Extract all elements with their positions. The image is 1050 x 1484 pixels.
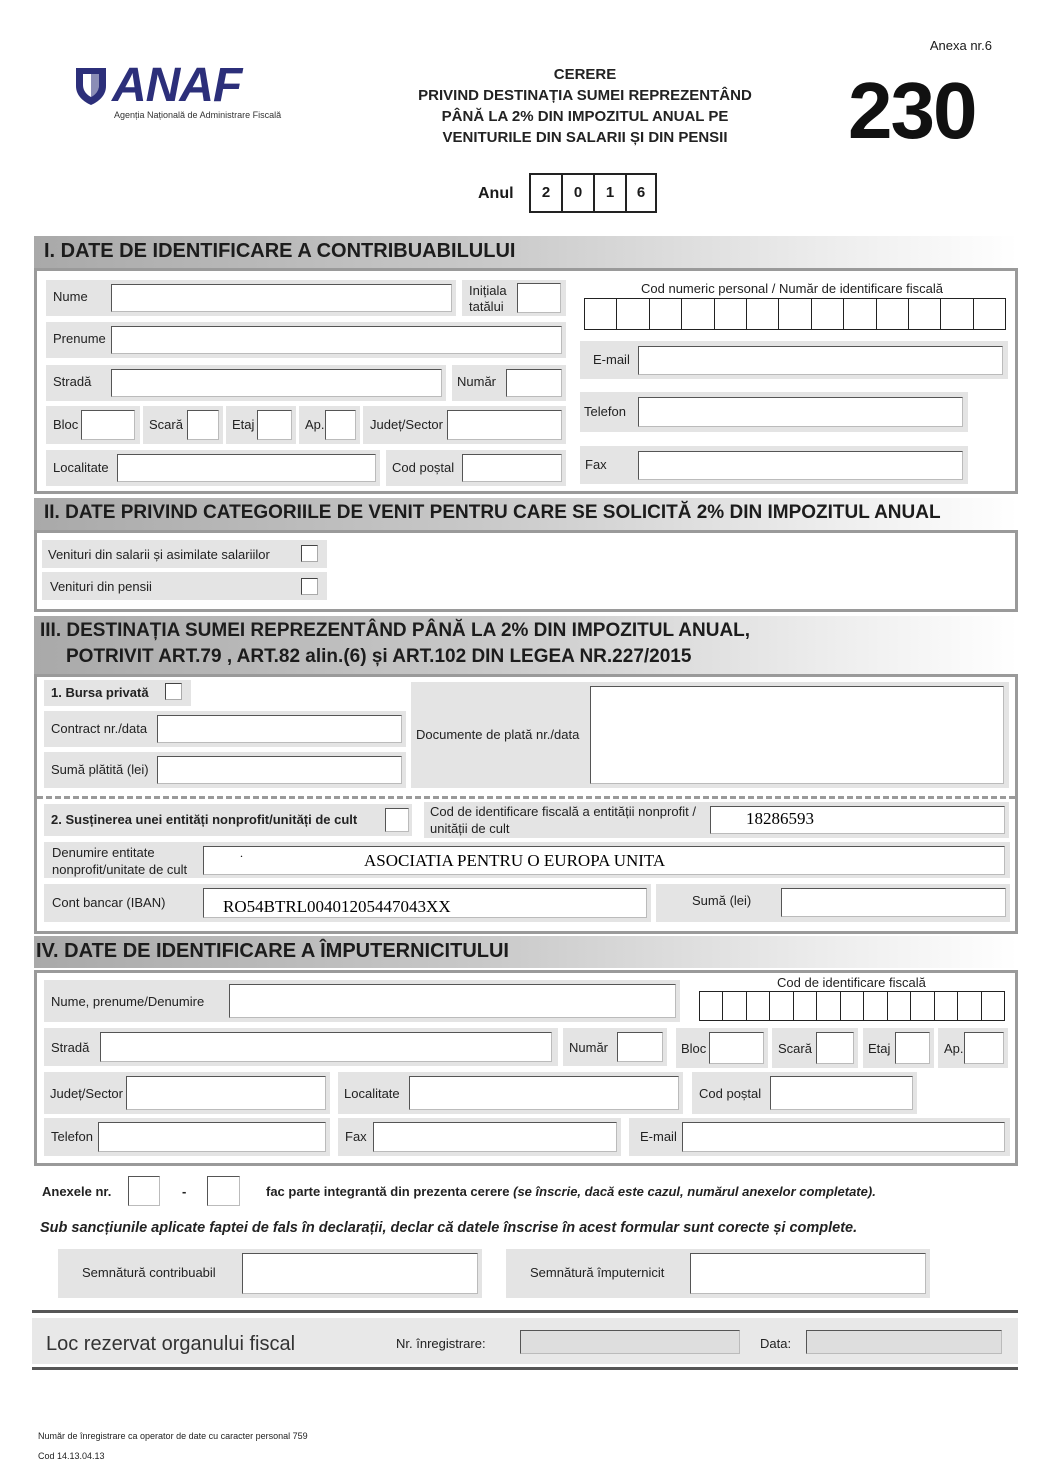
cod-postal-input[interactable] bbox=[462, 454, 562, 482]
title-line-3: PÂNĂ LA 2% DIN IMPOZITUL ANUAL PE bbox=[441, 108, 729, 125]
anexele-text-main: fac parte integrantă din prezenta cerere bbox=[266, 1184, 510, 1199]
fax-input[interactable] bbox=[638, 451, 963, 480]
strada-label: Stradă bbox=[53, 374, 92, 389]
localitate-input[interactable] bbox=[117, 454, 376, 482]
venit-salarii-label: Venituri din salarii și asimilate salariilor bbox=[48, 547, 270, 562]
declaration-statement: Sub sancțiunile aplicate faptei de fals în declarații, declar că datele înscrise în acest formular sunt corecte și complete. bbox=[40, 1220, 858, 1236]
form-title bbox=[390, 64, 780, 148]
imp-strada-input[interactable] bbox=[100, 1032, 552, 1062]
imp-etaj-input[interactable] bbox=[895, 1032, 930, 1064]
initiala-input[interactable] bbox=[517, 283, 561, 313]
cnp-grid[interactable] bbox=[584, 298, 1006, 330]
data-field bbox=[806, 1330, 1002, 1354]
judet-input[interactable] bbox=[447, 410, 562, 440]
semn-imputernicit-label: Semnătură împuternicit bbox=[530, 1265, 665, 1280]
data-label: Data: bbox=[760, 1336, 792, 1351]
imp-ap-label: Ap. bbox=[944, 1041, 964, 1056]
venit-pensii-checkbox[interactable] bbox=[301, 578, 318, 595]
suma-label: Sumă (lei) bbox=[692, 893, 752, 908]
anexele-to-input[interactable] bbox=[207, 1176, 240, 1206]
cif-entitate-label-2: unității de cult bbox=[430, 821, 510, 836]
denumire-value: ASOCIATIA PENTRU O EUROPA UNITA bbox=[364, 851, 666, 870]
imp-telefon-input[interactable] bbox=[98, 1122, 326, 1152]
anexele-text-note: (se înscrie, dacă este cazul, numărul anexelor completate). bbox=[513, 1184, 876, 1199]
section2-title: II. DATE PRIVIND CATEGORIILE DE VENIT PENTRU CARE SE SOLICITĂ 2% DIN IMPOZITUL ANUAL bbox=[34, 498, 1018, 530]
title-line-1: CERERE bbox=[553, 66, 617, 83]
imp-numar-input[interactable] bbox=[617, 1032, 663, 1062]
contract-label: Contract nr./data bbox=[51, 721, 148, 736]
anexa-label: Anexa nr.6 bbox=[929, 38, 992, 53]
year-digit[interactable]: 2 bbox=[531, 175, 563, 211]
imp-nume-label: Nume, prenume/Denumire bbox=[51, 994, 205, 1009]
imp-localitate-input[interactable] bbox=[409, 1076, 679, 1110]
sustinere-checkbox[interactable] bbox=[385, 808, 409, 832]
ap-label: Ap. bbox=[305, 417, 325, 432]
etaj-label: Etaj bbox=[232, 417, 255, 432]
year-boxes bbox=[529, 173, 657, 213]
imp-etaj-label: Etaj bbox=[868, 1041, 891, 1056]
imp-cod-postal-input[interactable] bbox=[770, 1076, 913, 1110]
imp-judet-input[interactable] bbox=[126, 1076, 326, 1110]
section3-divider bbox=[37, 796, 1015, 799]
nume-label: Nume bbox=[53, 289, 88, 304]
section3-title-line-2: POTRIVIT ART.79 , ART.82 alin.(6) și ART.102 DIN LEGEA NR.227/2015 bbox=[66, 646, 692, 667]
documente-input[interactable] bbox=[590, 686, 1004, 784]
nr-inregistrare-field bbox=[520, 1330, 740, 1354]
bloc-label: Bloc bbox=[53, 417, 79, 432]
anaf-logo bbox=[74, 59, 304, 126]
year-digit[interactable]: 1 bbox=[595, 175, 627, 211]
initiala-label-1: Inițiala bbox=[469, 283, 507, 298]
form-code: Cod 14.13.04.13 bbox=[38, 1451, 105, 1461]
semn-contribuabil-label: Semnătură contribuabil bbox=[82, 1265, 216, 1280]
title-line-2: PRIVIND DESTINAȚIA SUMEI REPREZENTÂND bbox=[418, 87, 752, 104]
imp-fax-input[interactable] bbox=[373, 1122, 617, 1152]
imp-telefon-label: Telefon bbox=[51, 1129, 93, 1144]
section3-title bbox=[34, 616, 1018, 674]
cnp-label: Cod numeric personal / Număr de identificare fiscală bbox=[641, 281, 944, 296]
anexele-from-input[interactable] bbox=[128, 1176, 160, 1206]
bloc-input[interactable] bbox=[81, 410, 135, 440]
denumire-label-2: nonprofit/unitate de cult bbox=[52, 862, 188, 877]
scara-input[interactable] bbox=[187, 410, 219, 440]
shield-icon bbox=[74, 66, 108, 106]
scara-label: Scară bbox=[149, 417, 183, 432]
venit-pensii-label: Venituri din pensii bbox=[50, 579, 152, 594]
loc-rezervat-top-rule bbox=[32, 1310, 1018, 1313]
imp-nume-input[interactable] bbox=[229, 984, 676, 1018]
imp-cod-postal-label: Cod poștal bbox=[699, 1086, 762, 1101]
contract-input[interactable] bbox=[157, 715, 402, 743]
telefon-input[interactable] bbox=[638, 397, 963, 427]
iban-value: RO54BTRL00401205447043XX bbox=[223, 897, 451, 916]
imp-localitate-label: Localitate bbox=[344, 1086, 400, 1101]
email-input[interactable] bbox=[638, 346, 1003, 375]
suma-input[interactable] bbox=[781, 888, 1006, 917]
operator-note: Număr de înregistrare ca operator de date cu caracter personal 759 bbox=[38, 1431, 308, 1441]
bursa-label: 1. Bursa privată bbox=[51, 685, 149, 700]
numar-input[interactable] bbox=[506, 369, 562, 397]
bursa-checkbox[interactable] bbox=[165, 683, 182, 700]
telefon-label: Telefon bbox=[584, 404, 626, 419]
loc-rezervat-label: Loc rezervat organului fiscal bbox=[46, 1333, 296, 1355]
sustinere-label: 2. Susținerea unei entități nonprofit/unități de cult bbox=[51, 812, 358, 827]
imp-strada-label: Stradă bbox=[51, 1040, 90, 1055]
anaf-logo-subtitle: Agenția Națională de Administrare Fiscală bbox=[114, 110, 282, 120]
anexele-text bbox=[266, 1184, 876, 1199]
imp-judet-label: Județ/Sector bbox=[50, 1086, 123, 1101]
initiala-label-2: tatălui bbox=[469, 299, 504, 314]
anexele-label: Anexele nr. bbox=[42, 1184, 112, 1199]
anexele-dash: - bbox=[182, 1184, 187, 1199]
semn-contribuabil-input[interactable] bbox=[242, 1253, 478, 1294]
email-label: E-mail bbox=[593, 352, 630, 367]
semn-imputernicit-input[interactable] bbox=[690, 1253, 926, 1294]
section3-title-line-1: III. DESTINAȚIA SUMEI REPREZENTÂND PÂNĂ LA 2% DIN IMPOZITUL ANUAL, bbox=[40, 620, 751, 641]
anaf-logo-text: ANAF bbox=[112, 59, 242, 112]
prenume-label: Prenume bbox=[53, 331, 106, 346]
year-label: Anul bbox=[478, 185, 514, 202]
judet-label: Județ/Sector bbox=[370, 417, 443, 432]
imp-numar-label: Număr bbox=[569, 1040, 609, 1055]
imp-email-input[interactable] bbox=[682, 1122, 1005, 1152]
denumire-dot: . bbox=[240, 846, 243, 860]
suma-platita-input[interactable] bbox=[157, 756, 402, 784]
fax-label: Fax bbox=[585, 457, 607, 472]
title-line-4: VENITURILE DIN SALARII ȘI DIN PENSII bbox=[442, 129, 728, 146]
loc-rezervat-bottom-rule bbox=[32, 1367, 1018, 1370]
imp-cif-label: Cod de identificare fiscală bbox=[777, 975, 926, 990]
year-digit[interactable]: 0 bbox=[563, 175, 595, 211]
suma-platita-label: Sumă plătită (lei) bbox=[51, 762, 149, 777]
imp-cif-grid[interactable] bbox=[699, 991, 1005, 1021]
nr-inregistrare-label: Nr. înregistrare: bbox=[396, 1336, 486, 1351]
denumire-label-1: Denumire entitate bbox=[52, 845, 155, 860]
documente-label: Documente de plată nr./data bbox=[416, 727, 580, 742]
ap-input[interactable] bbox=[325, 410, 356, 440]
cif-entitate-value: 18286593 bbox=[746, 809, 814, 828]
nume-input[interactable] bbox=[111, 284, 452, 312]
venit-salarii-checkbox[interactable] bbox=[301, 545, 318, 562]
imp-ap-input[interactable] bbox=[964, 1032, 1004, 1064]
imp-bloc-label: Bloc bbox=[681, 1041, 707, 1056]
cod-postal-label: Cod poștal bbox=[392, 460, 455, 475]
localitate-label: Localitate bbox=[53, 460, 109, 475]
etaj-input[interactable] bbox=[257, 410, 292, 440]
section4-title: IV. DATE DE IDENTIFICARE A ÎMPUTERNICITULUI bbox=[34, 936, 1018, 968]
imp-scara-label: Scară bbox=[778, 1041, 812, 1056]
year-digit[interactable]: 6 bbox=[636, 184, 646, 201]
strada-input[interactable] bbox=[111, 369, 442, 397]
cif-entitate-label-1: Cod de identificare fiscală a entității nonprofit / bbox=[430, 804, 696, 819]
imp-email-label: E-mail bbox=[640, 1129, 677, 1144]
section1-title: I. DATE DE IDENTIFICARE A CONTRIBUABILULUI bbox=[34, 236, 1018, 268]
prenume-input[interactable] bbox=[111, 326, 562, 354]
imp-fax-label: Fax bbox=[345, 1129, 367, 1144]
numar-label: Număr bbox=[457, 374, 497, 389]
imp-scara-input[interactable] bbox=[816, 1032, 854, 1064]
form-number: 230 bbox=[848, 66, 976, 155]
imp-bloc-input[interactable] bbox=[709, 1032, 764, 1064]
iban-label: Cont bancar (IBAN) bbox=[52, 895, 166, 910]
